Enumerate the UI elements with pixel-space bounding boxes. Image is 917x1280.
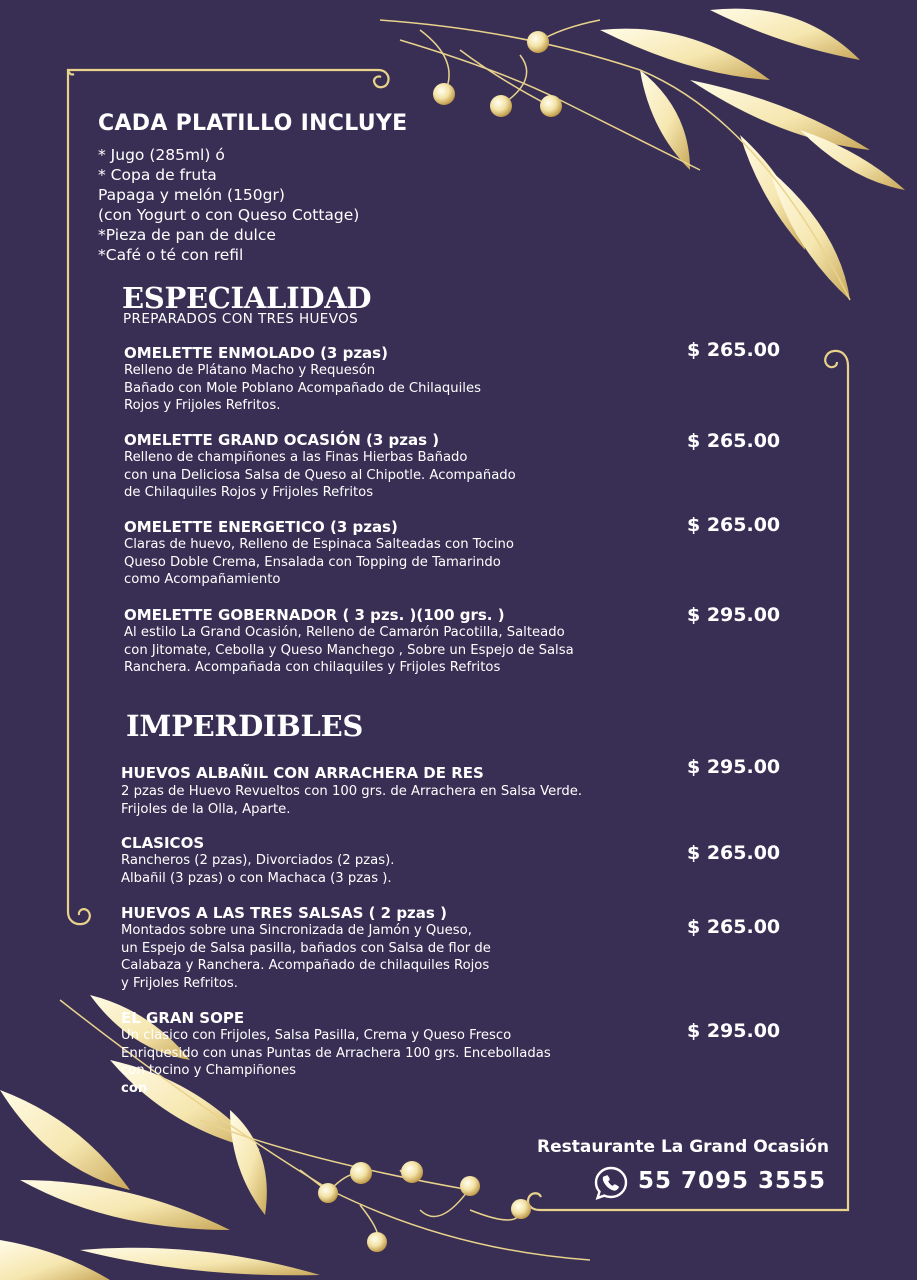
top-leaves [380,9,905,300]
item-name: EL GRAN SOPE [121,1009,245,1027]
intro-line: *Café o té con refil [98,246,244,264]
item-name: CLASICOS [121,834,205,852]
intro-title: CADA PLATILLO INCLUYE [98,111,408,136]
item-name: OMELETTE GRAND OCASIÓN (3 pzas ) [124,431,440,449]
intro-line: *Pieza de pan de dulce [98,226,276,244]
item-desc: con [121,1080,148,1096]
item-desc: y Frijoles Refritos. [121,975,238,991]
item-desc: Montados sobre una Sincronizada de Jamón y Queso, [121,923,472,938]
intro-line: (con Yogurt o con Queso Cottage) [98,206,360,224]
item-price: $ 265.00 [687,842,781,864]
item-name: HUEVOS ALBAÑIL CON ARRACHERA DE RES [121,764,484,782]
item-desc: Claras de huevo, Relleno de Espinaca Salteadas con Tocino [124,537,514,552]
item-name: OMELETTE ENMOLADO (3 pzas) [124,344,388,362]
item-desc: de Chilaquiles Rojos y Frijoles Refritos [124,485,374,500]
item-price: $ 265.00 [687,430,781,452]
intro-line: * Jugo (285ml) ó [98,146,225,164]
item-desc: Ranchera. Acompañada con chilaquiles y Frijoles Refritos [124,660,501,675]
item-name: OMELETTE ENERGETICO (3 pzas) [124,518,398,536]
item-desc: Albañil (3 pzas) o con Machaca (3 pzas ). [121,870,392,886]
item-desc: como Acompañamiento [124,572,281,587]
section-subtitle: PREPARADOS CON TRES HUEVOS [123,311,359,327]
item-price: $ 295.00 [687,604,781,626]
item-desc: Al estilo La Grand Ocasión, Relleno de Camarón Pacotilla, Salteado [124,625,565,640]
item-price: $ 295.00 [687,756,781,778]
item-desc: Frijoles de la Olla, Aparte. [121,801,291,817]
phone-number[interactable]: 55 7095 3555 [638,1168,827,1194]
section-title-imperdibles: IMPERDIBLES [126,709,364,743]
item-desc: con tocino y Champiñones [121,1063,296,1078]
section-title-especialidad: ESPECIALIDAD [122,281,372,315]
item-desc: Bañado con Mole Poblano Acompañado de Chilaquiles [124,380,481,396]
item-desc: Queso Doble Crema, Ensalada con Topping de Tamarindo [124,554,501,570]
item-desc: Relleno de champiñones a las Finas Hierbas Bañado [124,450,468,465]
item-name: OMELETTE GOBERNADOR ( 3 pzs. )(100 grs. ) [124,606,505,624]
restaurant-name: Restaurante La Grand Ocasión [537,1137,829,1157]
item-desc: Calabaza y Ranchera. Acompañado de chilaquiles Rojos [121,958,490,973]
item-price: $ 265.00 [687,514,781,536]
item-desc: con Jitomate, Cebolla y Queso Manchego , Sobre un Espejo de Salsa [124,642,574,658]
item-desc: Un clasico con Frijoles, Salsa Pasilla, Crema y Queso Fresco [121,1028,512,1043]
intro-line: * Copa de fruta [98,166,217,184]
item-price: $ 265.00 [687,916,781,938]
item-desc: Relleno de Plátano Macho y Requesón [124,363,376,378]
item-price: $ 295.00 [687,1020,781,1042]
item-desc: 2 pzas de Huevo Revueltos con 100 grs. de Arrachera en Salsa Verde. [121,784,583,799]
item-desc: Rojos y Frijoles Refritos. [124,398,281,413]
item-name: HUEVOS A LAS TRES SALSAS ( 2 pzas ) [121,904,447,922]
item-desc: un Espejo de Salsa pasilla, bañados con Salsa de flor de [121,940,491,956]
item-price: $ 265.00 [687,339,781,361]
item-desc: con una Deliciosa Salsa de Queso al Chipotle. Acompañado [124,467,516,483]
intro-line: Papaga y melón (150gr) [98,186,285,204]
item-desc: Rancheros (2 pzas), Divorciados (2 pzas). [121,853,395,868]
phone-chat-icon [594,1166,628,1200]
item-desc: Enriquesido con unas Puntas de Arrachera 100 grs. Encebolladas [121,1045,551,1061]
